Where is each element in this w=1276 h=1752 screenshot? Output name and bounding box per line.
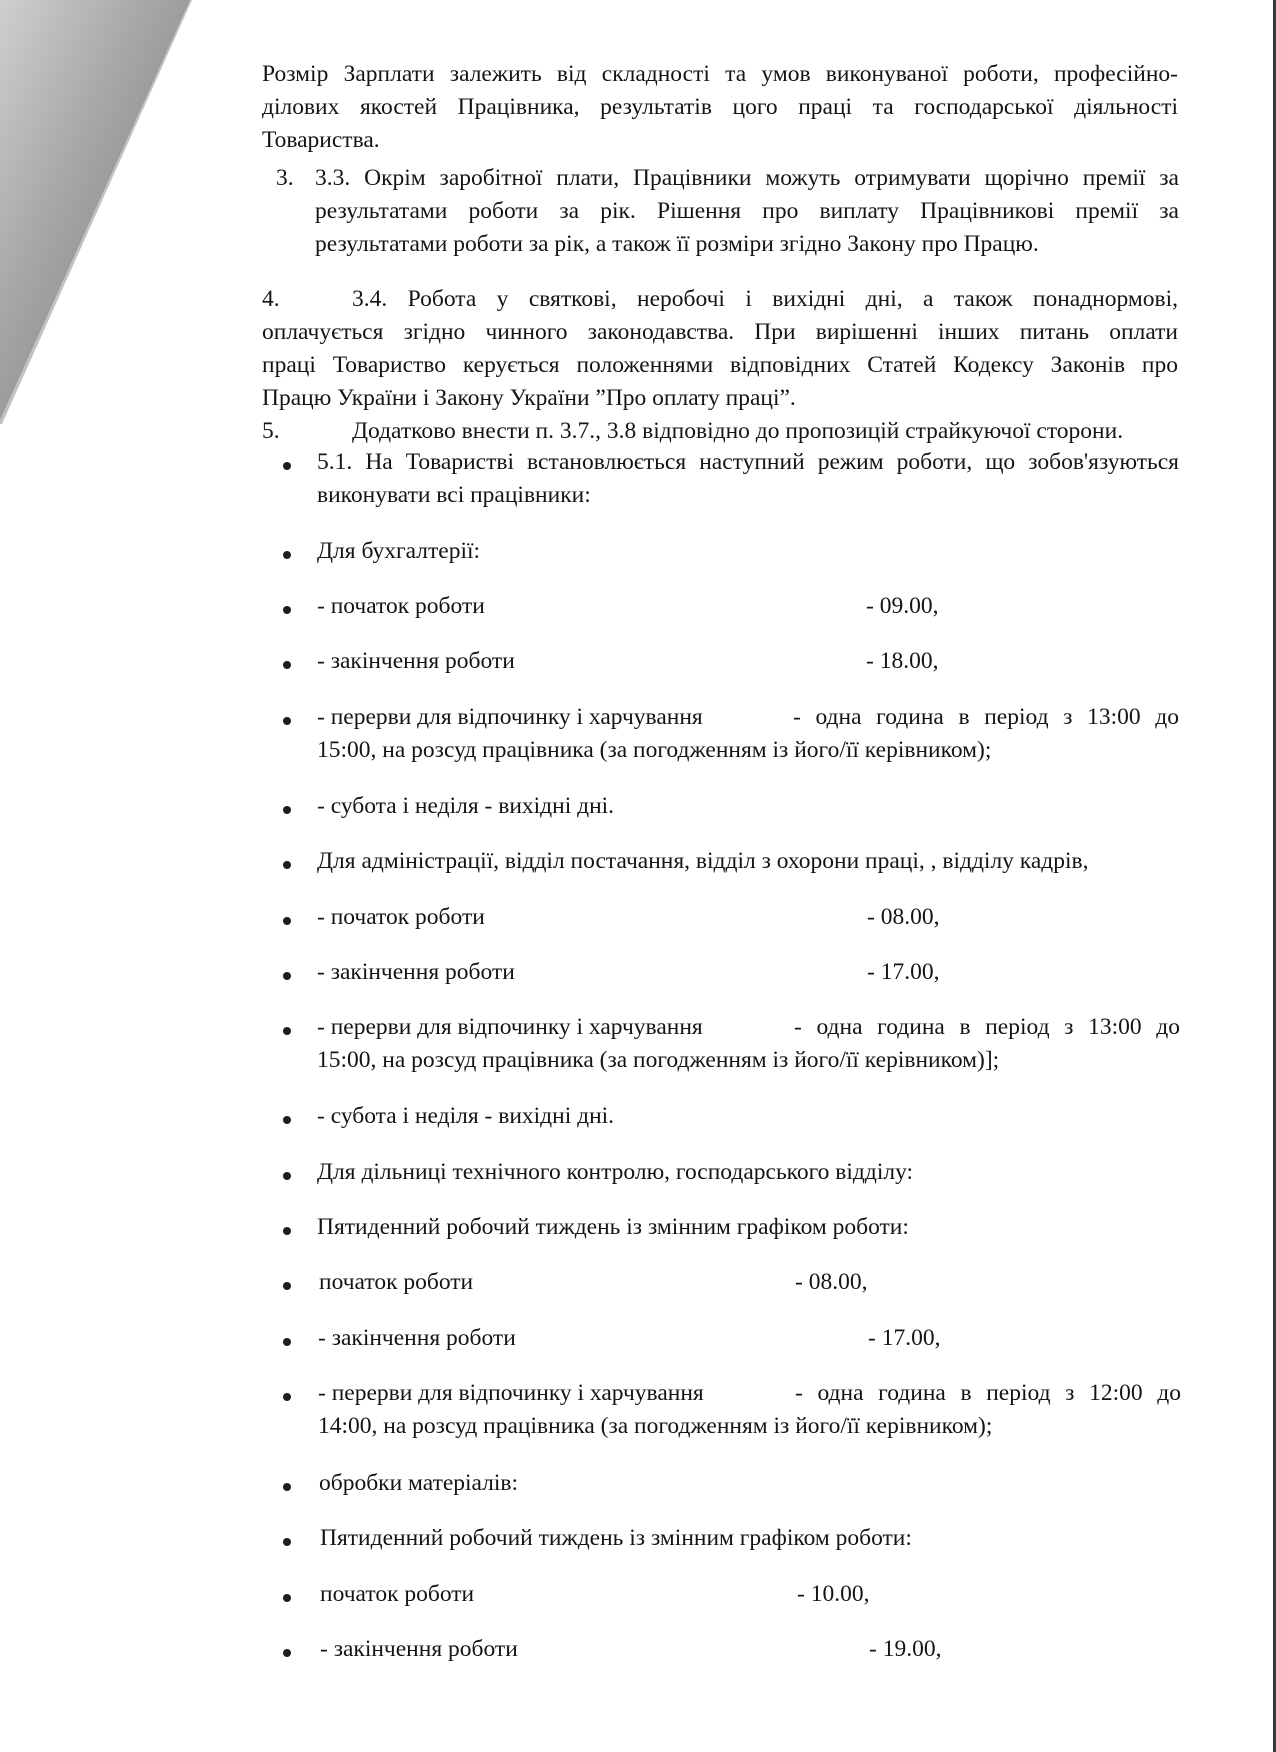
bullet-dot [283, 606, 291, 614]
bullet-14-label: - закінчення роботи [318, 1325, 516, 1351]
bullet-6-text: Для адміністрації, відділ постачання, відділ з охорони праці, , відділу кадрів, [317, 848, 1089, 874]
bullet-dot [283, 1282, 291, 1290]
bullet-10-text: - субота і неділя - вихідні дні. [317, 1103, 615, 1129]
bullet-19-value: - 19.00, [869, 1636, 942, 1662]
bullet-9-value: - одна година в період з 13:00 до [794, 1014, 1180, 1040]
bullet-16-text: обробки матеріалів: [319, 1470, 519, 1496]
bullet-dot [283, 917, 291, 925]
bullet-7-label: - початок роботи [317, 904, 485, 930]
bullet-dot [283, 1027, 291, 1035]
item-4-number: 4. [262, 286, 280, 312]
bullet-3-value: - 18.00, [866, 648, 939, 674]
bullet-dot [283, 1227, 291, 1235]
item-3-line-1: 3.3. Окрім заробітної плати, Працівники можуть отримувати щорічно премії за [315, 165, 1179, 191]
folded-page-corner [0, 0, 200, 430]
bullet-dot [283, 1649, 291, 1657]
bullet-8-value: - 17.00, [867, 959, 940, 985]
item-5-text: Додатково внести п. 3.7., 3.8 відповідно до пропозицій страйкуючої сторони. [352, 418, 1124, 444]
bullet-0-line-1: 5.1. На Товаристві встановлюється наступний режим роботи, що зобов'язуються [317, 449, 1179, 475]
bullet-9-line-2: 15:00, на розсуд працівника (за погодженням із його/її керівником)]; [317, 1047, 1000, 1073]
intro-line-2: ділових якостей Працівника, результатів цого праці та господарської діяльності [262, 94, 1178, 120]
bullet-4-value: - одна година в період з 13:00 до [793, 704, 1179, 730]
item-4-line-4: Працю України і Закону України ”Про оплату праці”. [262, 385, 796, 411]
bullet-15-label: - перерви для відпочинку і харчування [318, 1380, 704, 1406]
bullet-dot [283, 1338, 291, 1346]
intro-line-3: Товариства. [262, 127, 380, 153]
item-3-line-2: результатами роботи за рік. Рішення про виплату Працівникові премії за [315, 198, 1179, 224]
bullet-dot [283, 1594, 291, 1602]
bullet-14-value: - 17.00, [868, 1325, 941, 1351]
bullet-2-label: - початок роботи [317, 593, 485, 619]
bullet-dot [283, 1538, 291, 1546]
bullet-dot [283, 972, 291, 980]
bullet-5-text: - субота і неділя - вихідні дні. [317, 793, 615, 819]
bullet-18-value: - 10.00, [797, 1581, 870, 1607]
intro-line-1: Розмір Зарплати залежить від складності та умов виконуваної роботи, професійно- [262, 61, 1178, 87]
bullet-dot [283, 661, 291, 669]
bullet-4-label: - перерви для відпочинку і харчування [317, 704, 703, 730]
bullet-2-value: - 09.00, [866, 593, 939, 619]
bullet-13-label: початок роботи [319, 1269, 474, 1295]
item-4-line-1: 3.4. Робота у святкові, неробочі і вихідні дні, а також понаднормові, [352, 286, 1178, 312]
bullet-dot [283, 1393, 291, 1401]
bullet-15-line-2: 14:00, на розсуд працівника (за погодженням із його/її керівником); [318, 1413, 993, 1439]
bullet-4-line-2: 15:00, на розсуд працівника (за погодженням із його/її керівником); [317, 737, 992, 763]
item-5-number: 5. [262, 418, 280, 444]
bullet-15-value: - одна година в період з 12:00 до [795, 1380, 1181, 1406]
bullet-dot [283, 462, 291, 470]
bullet-13-value: - 08.00, [795, 1269, 868, 1295]
bullet-9-label: - перерви для відпочинку і харчування [317, 1014, 703, 1040]
bullet-17-text: Пятиденний робочий тиждень із змінним графіком роботи: [320, 1525, 912, 1551]
bullet-dot [283, 551, 291, 559]
item-3-line-3: результатами роботи за рік, а також її розміри згідно Закону про Працю. [315, 231, 1039, 257]
item-3-number: 3. [276, 165, 294, 191]
item-4-line-3: праці Товариство керується положеннями відповідних Статей Кодексу Законів про [262, 352, 1178, 378]
item-4-line-2: оплачується згідно чинного законодавства. При вирішенні інших питань оплати [262, 319, 1178, 345]
bullet-12-text: Пятиденний робочий тиждень із змінним графіком роботи: [317, 1214, 909, 1240]
bullet-dot [283, 806, 291, 814]
bullet-dot [283, 717, 291, 725]
bullet-dot [283, 1172, 291, 1180]
bullet-1-text: Для бухгалтерії: [317, 538, 481, 564]
bullet-dot [283, 1116, 291, 1124]
bullet-dot [283, 861, 291, 869]
bullet-dot [283, 1483, 291, 1491]
bullet-0-line-2: виконувати всі працівники: [317, 482, 591, 508]
bullet-7-value: - 08.00, [867, 904, 940, 930]
bullet-11-text: Для дільниці технічного контролю, господарського відділу: [317, 1159, 914, 1185]
bullet-8-label: - закінчення роботи [317, 959, 515, 985]
bullet-18-label: початок роботи [320, 1581, 475, 1607]
bullet-19-label: - закінчення роботи [320, 1636, 518, 1662]
bullet-3-label: - закінчення роботи [317, 648, 515, 674]
